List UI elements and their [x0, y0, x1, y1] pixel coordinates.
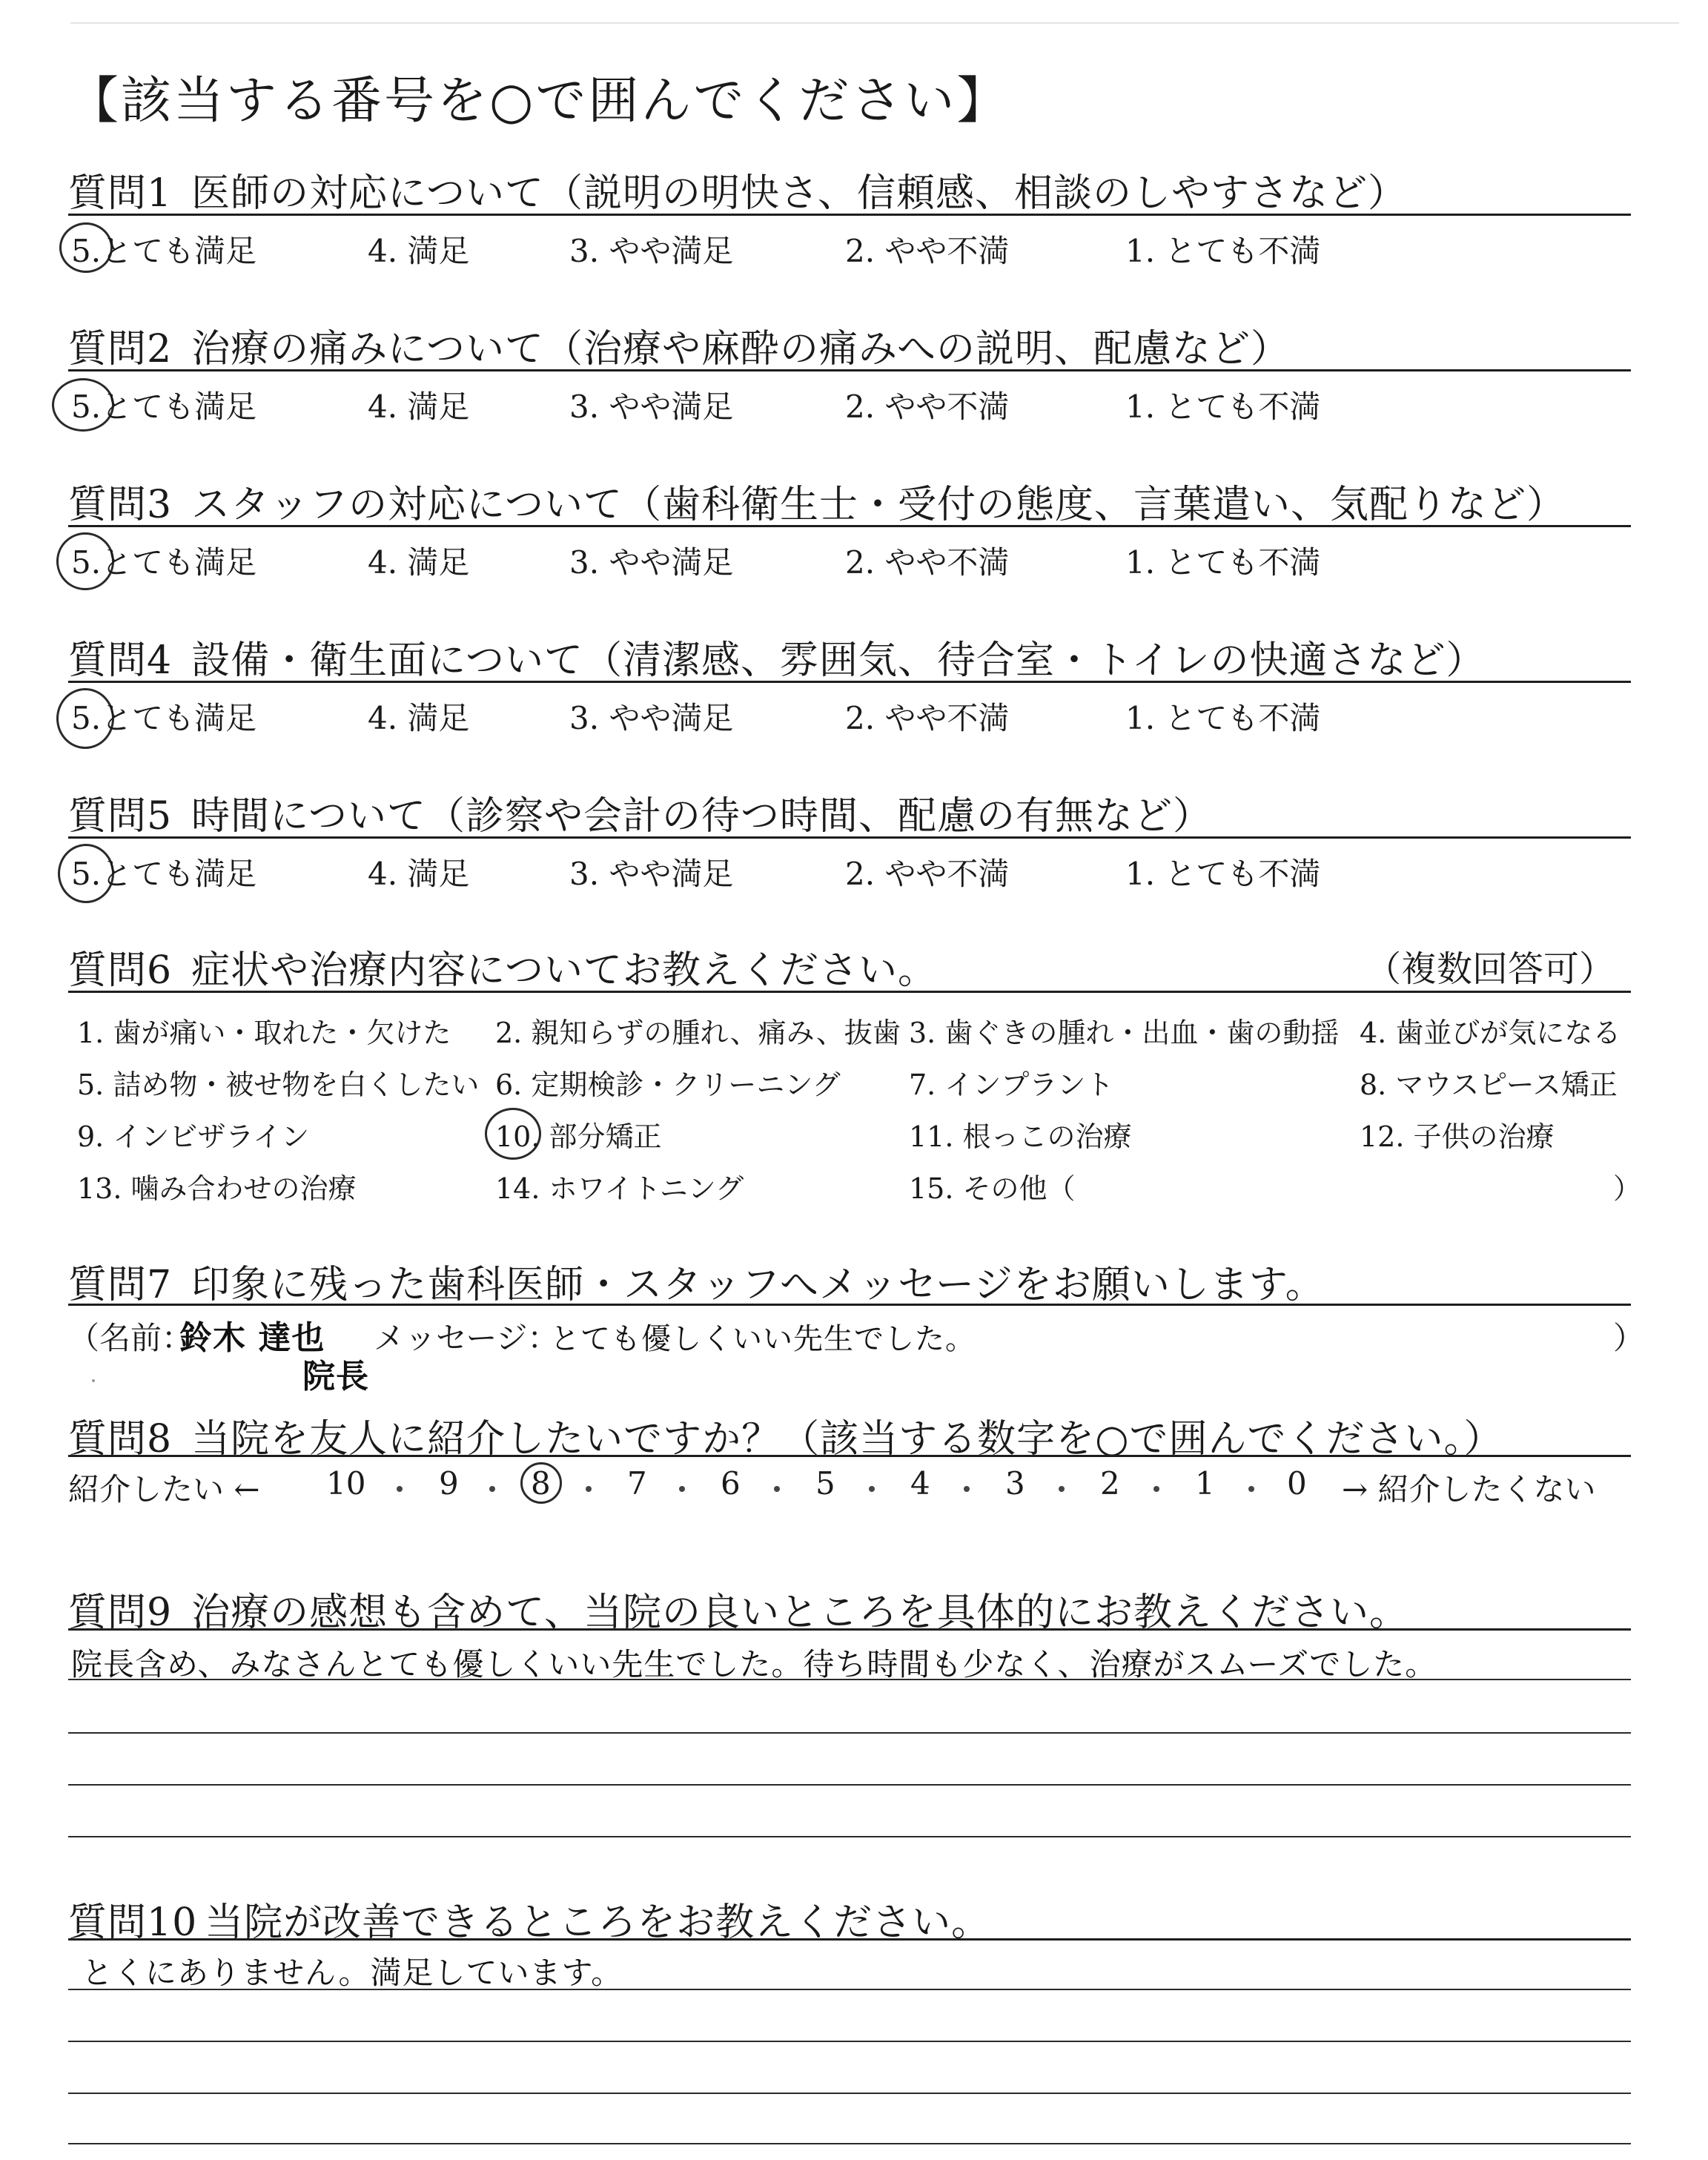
q5-option-3[interactable]: 3. やや満足 — [569, 856, 734, 892]
q4-option-2[interactable]: 2. やや不満 — [845, 700, 1010, 736]
question-6-rule — [68, 991, 1631, 993]
good-points-answer: 院長含め、みなさんとても優しくいい先生でした。待ち時間も少なく、治療がスムーズでした。 — [71, 1646, 1437, 1682]
question-9-title: 質問9 治療の感想も含めて、当院の良いところを具体的にお教えください。 — [68, 1591, 1409, 1635]
q1-option-2[interactable]: 2. やや不満 — [845, 233, 1010, 269]
q1-option-3[interactable]: 3. やや満足 — [569, 233, 734, 269]
score-7[interactable]: 7 — [627, 1465, 647, 1502]
scale-separator — [964, 1486, 970, 1492]
staff-message: とても優しくいい先生でした。 — [550, 1322, 976, 1356]
answer-line — [68, 1732, 1631, 1734]
q2-option-5[interactable]: 5.とても満足 — [71, 389, 257, 425]
q6-option-6[interactable]: 6. 定期検診・クリーニング — [495, 1069, 841, 1101]
answer-line — [68, 1784, 1631, 1786]
improvement-answer: とくにありません。満足しています。 — [82, 1955, 623, 1991]
staff-name: 鈴木 達也 — [179, 1319, 325, 1357]
message-label: メッセージ： — [374, 1320, 559, 1356]
q3-option-2[interactable]: 2. やや不満 — [845, 544, 1010, 581]
score-3[interactable]: 3 — [1005, 1465, 1025, 1502]
q6-option-12[interactable]: 12. 子供の治療 — [1360, 1120, 1555, 1153]
answer-line — [68, 1989, 1631, 1990]
q3-option-3[interactable]: 3. やや満足 — [569, 544, 734, 581]
scale-separator — [1248, 1486, 1254, 1492]
q5-option-2[interactable]: 2. やや不満 — [845, 856, 1010, 892]
question-4-title: 質問4 設備・衛生面について（清潔感、雰囲気、待合室・トイレの快適さなど） — [68, 638, 1486, 683]
q6-option-13[interactable]: 13. 噛み合わせの治療 — [77, 1172, 357, 1205]
q7-close-paren: ） — [1613, 1320, 1645, 1356]
question-8-rule — [68, 1455, 1631, 1457]
q6-option-8[interactable]: 8. マウスピース矯正 — [1360, 1069, 1618, 1101]
answer-line — [68, 2041, 1631, 2042]
q6-option-3[interactable]: 3. 歯ぐきの腫れ・出血・歯の動揺 — [909, 1017, 1340, 1049]
q6-option-1[interactable]: 1. 歯が痛い・取れた・欠けた — [77, 1017, 451, 1049]
scale-separator — [586, 1486, 592, 1492]
question-7-rule — [68, 1304, 1631, 1306]
top-border — [70, 22, 1679, 24]
q3-option-4[interactable]: 4. 満足 — [368, 544, 470, 581]
instruction-header: 【該当する番号を○で囲んでください】 — [68, 72, 1010, 131]
score-10[interactable]: 10 — [326, 1465, 366, 1502]
scale-separator — [397, 1486, 403, 1492]
q3-option-5[interactable]: 5.とても満足 — [71, 544, 257, 581]
answer-line — [68, 1679, 1631, 1680]
q4-option-1[interactable]: 1. とても不満 — [1125, 700, 1321, 736]
q6-option-2[interactable]: 2. 親知らずの腫れ、痛み、抜歯 — [495, 1017, 901, 1049]
q6-other-close-paren: ） — [1613, 1172, 1642, 1205]
multiple-answer-note: （複数回答可） — [1366, 948, 1615, 990]
q2-option-3[interactable]: 3. やや満足 — [569, 389, 734, 425]
question-5-rule — [68, 836, 1631, 839]
question-1-title: 質問1 医師の対応について（説明の明快さ、信頼感、相談のしやすさなど） — [68, 171, 1407, 216]
score-1[interactable]: 1 — [1195, 1465, 1215, 1502]
answer-line — [68, 2093, 1631, 2094]
q1-option-5[interactable]: 5.とても満足 — [71, 233, 257, 269]
score-8[interactable]: 8 — [531, 1465, 551, 1502]
q2-option-2[interactable]: 2. やや不満 — [845, 389, 1010, 425]
q6-option-15[interactable]: 15. その他（ — [909, 1172, 1076, 1205]
question-5-title: 質問5 時間について（診察や会計の待つ時間、配慮の有無など） — [68, 794, 1213, 839]
question-1-rule — [68, 214, 1631, 216]
answer-line — [68, 2143, 1631, 2144]
name-label: （名前： — [68, 1320, 193, 1356]
score-2[interactable]: 2 — [1100, 1465, 1120, 1502]
scale-separator — [1059, 1486, 1065, 1492]
question-10-rule — [68, 1938, 1631, 1941]
q2-option-1[interactable]: 1. とても不満 — [1125, 389, 1321, 425]
q5-option-4[interactable]: 4. 満足 — [368, 856, 470, 892]
question-2-title: 質問2 治療の痛みについて（治療や麻酔の痛みへの説明、配慮など） — [68, 327, 1291, 371]
q6-option-11[interactable]: 11. 根っこの治療 — [909, 1120, 1132, 1153]
q6-option-4[interactable]: 4. 歯並びが気になる — [1360, 1017, 1621, 1049]
score-5[interactable]: 5 — [815, 1465, 835, 1502]
q4-option-3[interactable]: 3. やや満足 — [569, 700, 734, 736]
q4-option-4[interactable]: 4. 満足 — [368, 700, 470, 736]
scale-separator — [869, 1486, 875, 1492]
q6-option-14[interactable]: 14. ホワイトニング — [495, 1172, 744, 1205]
answer-line — [68, 1836, 1631, 1837]
q4-option-5[interactable]: 5.とても満足 — [71, 700, 257, 736]
q6-option-5[interactable]: 5. 詰め物・被せ物を白くしたい — [77, 1069, 480, 1101]
question-9-rule — [68, 1628, 1631, 1631]
recommend-right-label: → 紹介したくない — [1342, 1471, 1596, 1507]
score-9[interactable]: 9 — [439, 1465, 459, 1502]
score-6[interactable]: 6 — [721, 1465, 741, 1502]
staff-title: 院長 — [302, 1358, 369, 1396]
q3-option-1[interactable]: 1. とても不満 — [1125, 544, 1321, 581]
question-3-rule — [68, 525, 1631, 527]
q6-option-10[interactable]: 10. 部分矯正 — [495, 1120, 662, 1153]
question-8-title: 質問8 当院を友人に紹介したいですか？（該当する数字を○で囲んでください。） — [68, 1417, 1503, 1462]
q1-option-4[interactable]: 4. 満足 — [368, 233, 470, 269]
scale-separator — [774, 1486, 780, 1492]
scale-separator — [1153, 1486, 1159, 1492]
question-3-title: 質問3 スタッフの対応について（歯科衛生士・受付の態度、言葉遣い、気配りなど） — [68, 483, 1566, 527]
q6-option-9[interactable]: 9. インビザライン — [77, 1120, 310, 1153]
q5-option-1[interactable]: 1. とても不満 — [1125, 856, 1321, 892]
recommend-left-label: 紹介したい ← — [68, 1471, 260, 1507]
scale-separator — [489, 1486, 495, 1492]
question-10-title: 質問10 当院が改善できるところをお教えください。 — [68, 1900, 991, 1945]
q5-option-5[interactable]: 5.とても満足 — [71, 856, 257, 892]
scale-separator — [679, 1486, 685, 1492]
q1-option-1[interactable]: 1. とても不満 — [1125, 233, 1321, 269]
question-6-title: 質問6 症状や治療内容についてお教えください。 — [68, 948, 938, 993]
q2-option-4[interactable]: 4. 満足 — [368, 389, 470, 425]
question-7-title: 質問7 印象に残った歯科医師・スタッフへメッセージをお願いします。 — [68, 1263, 1325, 1307]
question-2-rule — [68, 369, 1631, 371]
question-4-rule — [68, 681, 1631, 683]
q6-option-7[interactable]: 7. インプラント — [909, 1069, 1114, 1101]
scan-speck — [92, 1379, 95, 1382]
score-0[interactable]: 0 — [1287, 1465, 1307, 1502]
score-4[interactable]: 4 — [910, 1465, 930, 1502]
